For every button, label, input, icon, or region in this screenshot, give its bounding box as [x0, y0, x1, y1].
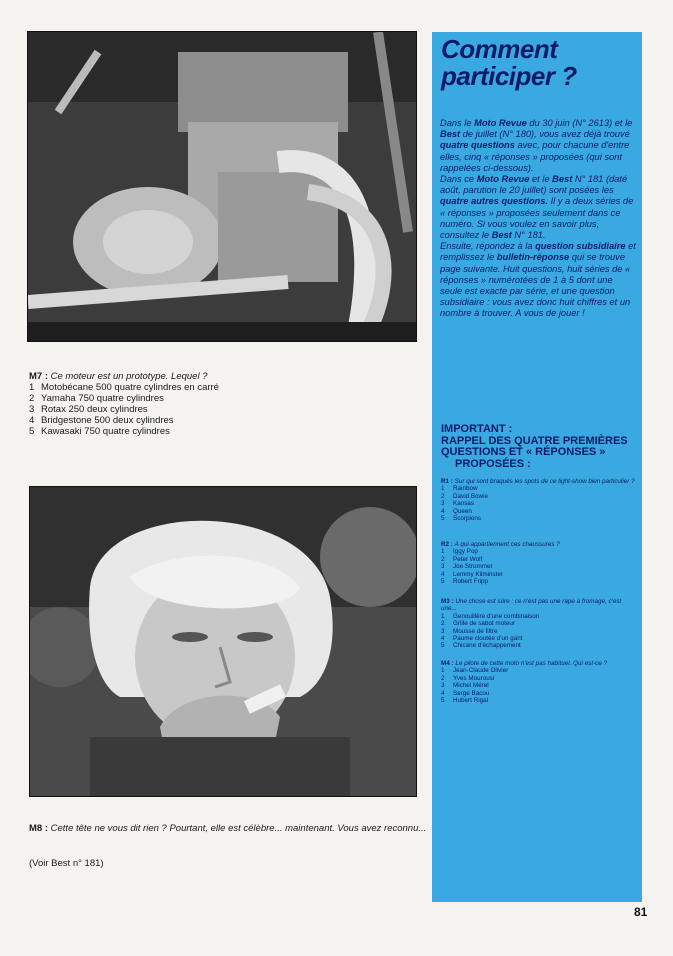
- option-number: 1: [29, 382, 35, 393]
- child-photo: [29, 486, 417, 797]
- option-text: Bridgestone 500 deux cylindres: [41, 415, 174, 426]
- panel-intro: [440, 118, 636, 320]
- option-number: 3: [441, 682, 445, 690]
- intro-text: Dans le: [440, 118, 475, 128]
- list-item: [441, 690, 637, 697]
- option-number: 3: [441, 563, 445, 571]
- intro-bold: quatre questions: [440, 140, 515, 151]
- recall-question: [441, 598, 637, 613]
- important-line: RAPPEL DES QUATRE PREMIÈRES: [441, 434, 628, 447]
- intro-text: de juillet (N° 180), vous avez déjà trouvé: [460, 129, 630, 140]
- list-item: [29, 426, 409, 437]
- intro-text: et le: [529, 174, 553, 185]
- recall-question-text: Le pilote de cette moto n'est pas habituel. Qui est-ce ?: [455, 660, 608, 667]
- panel-title-line1: Comment: [441, 34, 558, 64]
- option-number: 3: [441, 627, 445, 635]
- option-text: Queen: [453, 507, 472, 515]
- intro-text: avec, pour chacune d'entre elles, cinq « réponses » proposées (qui sont rappelées ci-dessous).: [440, 140, 630, 173]
- list-item: [441, 697, 637, 704]
- recall-question: [441, 541, 637, 548]
- panel-title: [441, 36, 641, 90]
- recall-options: [441, 485, 637, 522]
- list-item: [441, 571, 637, 578]
- option-number: 5: [441, 578, 445, 586]
- recall-code: M3 :: [441, 598, 454, 605]
- recall-question: [441, 660, 637, 667]
- list-item: [441, 563, 637, 570]
- engine-photo-drawing: [28, 32, 416, 341]
- m7-question-text: Ce moteur est un prototype. Lequel ?: [50, 371, 208, 382]
- m7-caption: [29, 371, 409, 437]
- list-item: [441, 682, 637, 689]
- option-text: Robert Fripp: [453, 578, 488, 586]
- option-text: Grille de sabot moteur: [453, 620, 515, 628]
- option-number: 4: [441, 689, 445, 697]
- m7-question: [29, 371, 409, 382]
- intro-bold: quatre autres questions.: [440, 196, 548, 207]
- m8-question-text: Cette tête ne vous dit rien ? Pourtant, elle est célèbre... maintenant. Vous avez reconnu...: [50, 823, 427, 834]
- intro-text: Ensuite, répondez à la: [440, 241, 536, 252]
- engine-photo: [27, 31, 417, 342]
- list-item: [441, 675, 637, 682]
- important-line: IMPORTANT :: [441, 423, 513, 435]
- option-text: Scorpions: [453, 515, 482, 523]
- intro-text: et remplissez le: [440, 241, 636, 263]
- recall-options: [441, 613, 637, 650]
- list-item: [441, 556, 637, 563]
- intro-bold: question subsidiaire: [535, 241, 626, 252]
- list-item: [441, 628, 637, 635]
- option-text: Michel Mérel: [453, 682, 489, 690]
- option-text: Kawasaki 750 quatre cylindres: [41, 426, 170, 437]
- option-number: 1: [441, 485, 445, 493]
- recall-r1: [441, 478, 637, 522]
- option-text: Yamaha 750 quatre cylindres: [41, 393, 164, 404]
- option-text: Iggy Pop: [453, 548, 478, 556]
- intro-bold: Best: [491, 230, 512, 241]
- option-number: 4: [29, 415, 35, 426]
- recall-question: [441, 478, 637, 485]
- intro-bold: bulletin-réponse: [496, 252, 570, 263]
- m8-code: M8 :: [29, 823, 48, 834]
- intro-text: qui se trouve page suivante. Huit questions, huit séries de « réponses » numérotées de 1 à 5 dont une seule est exacte par série, et une question subsidiaire : vous avez donc huit chiffres et un nombre à trouver. A vous de jouer !: [440, 252, 631, 319]
- option-text: Yves Mourousi: [453, 674, 495, 682]
- option-number: 1: [441, 612, 445, 620]
- option-text: Hubert Rigal: [453, 697, 488, 705]
- recall-options: [441, 548, 637, 585]
- m7-code: M7 :: [29, 371, 48, 382]
- important-line: PROPOSÉES :: [455, 457, 531, 470]
- option-text: Genouillère d'une combinaison: [453, 612, 540, 620]
- list-item: [441, 548, 637, 555]
- intro-text: N° 181 (daté août, parution le 20 juillet) sont posées les: [440, 174, 628, 196]
- option-text: Jean-Claude Olivier: [453, 667, 509, 675]
- list-item: [29, 393, 409, 404]
- intro-text: du 30 juin (N° 2613) et le: [526, 118, 633, 128]
- option-text: Motobécane 500 quatre cylindres en carré: [41, 382, 219, 393]
- recall-code: R2 :: [441, 541, 453, 548]
- list-item: [441, 493, 637, 500]
- panel-title-line2: participer ?: [441, 61, 577, 91]
- list-item: [441, 508, 637, 515]
- option-number: 3: [29, 404, 35, 415]
- intro-bold: Best: [440, 129, 461, 140]
- intro-bold: Moto Revue: [476, 174, 530, 185]
- list-item: [29, 382, 409, 393]
- intro-text: N° 181.: [511, 230, 546, 241]
- option-number: 3: [441, 500, 445, 508]
- list-item: [441, 635, 637, 642]
- intro-bold: Moto Revue: [474, 118, 527, 128]
- child-photo-drawing: [30, 487, 416, 796]
- option-number: 2: [29, 393, 35, 404]
- option-text: David Bowie: [453, 492, 488, 500]
- list-item: [441, 642, 637, 649]
- option-text: Rotax 250 deux cylindres: [41, 404, 148, 415]
- option-number: 1: [441, 667, 445, 675]
- option-text: Peter Wolf: [453, 555, 483, 563]
- list-item: [441, 620, 637, 627]
- option-text: Mousse de filtre: [453, 627, 498, 635]
- page-number: 81: [634, 905, 648, 919]
- recall-question-text: Une chose est sûre : ce n'est pas une rape à fromage, c'est une...: [441, 598, 622, 613]
- option-number: 1: [441, 548, 445, 556]
- important-heading: [441, 424, 637, 470]
- option-number: 4: [441, 507, 445, 515]
- list-item: [441, 613, 637, 620]
- option-number: 5: [441, 642, 445, 650]
- option-number: 2: [441, 555, 445, 563]
- recall-question-text: A qui appartiennent ces chaussures ?: [454, 541, 560, 548]
- recall-code: R1 :: [441, 478, 453, 485]
- option-number: 4: [441, 635, 445, 643]
- m8-caption: [29, 822, 429, 835]
- option-number: 5: [441, 515, 445, 523]
- recall-options: [441, 667, 637, 704]
- m7-options: [29, 382, 409, 437]
- list-item: [441, 515, 637, 522]
- option-text: Rainbow: [453, 485, 478, 493]
- m8-reference: (Voir Best n° 181): [29, 858, 104, 869]
- recall-m3: [441, 598, 637, 650]
- option-number: 2: [441, 674, 445, 682]
- option-text: Chicane d'échappement: [453, 642, 521, 650]
- important-line: QUESTIONS ET « RÉPONSES »: [441, 446, 606, 458]
- intro-text: Il y a deux séries de « réponses » proposées seulement dans ce numéro. Si vous voulez en savoir plus, consultez le: [440, 196, 634, 241]
- option-text: Paume cloutée d'un gant: [453, 635, 523, 643]
- option-text: Serge Bacou: [453, 689, 490, 697]
- option-number: 4: [441, 570, 445, 578]
- recall-r2: [441, 541, 637, 585]
- recall-code: M4 :: [441, 660, 454, 667]
- intro-bold: Best: [552, 174, 573, 185]
- option-text: Kansas: [453, 500, 475, 508]
- option-text: Joe Strummer: [453, 563, 493, 571]
- option-number: 2: [441, 492, 445, 500]
- option-text: Lemmy Kilminster: [453, 570, 504, 578]
- list-item: [441, 500, 637, 507]
- option-number: 2: [441, 620, 445, 628]
- list-item: [29, 404, 409, 415]
- list-item: [441, 578, 637, 585]
- option-number: 5: [441, 697, 445, 705]
- list-item: [441, 667, 637, 674]
- recall-question-text: Sur qui sont braqués les spots de ce light-show bien particulier ?: [454, 478, 635, 485]
- intro-text: Dans ce: [440, 174, 477, 185]
- recall-m4: [441, 660, 637, 704]
- list-item: [441, 485, 637, 492]
- option-number: 5: [29, 426, 35, 437]
- list-item: [29, 415, 409, 426]
